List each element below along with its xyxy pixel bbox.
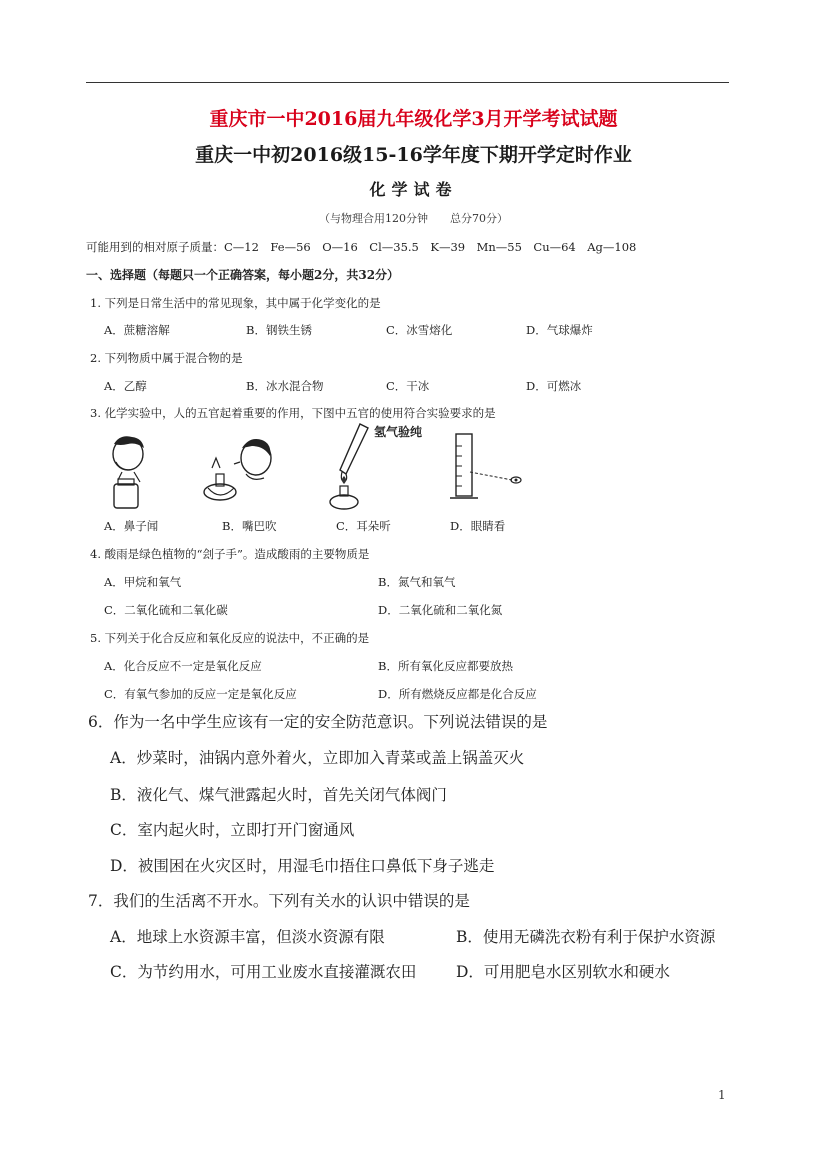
q3-option-b: B．嘴巴吹 bbox=[222, 519, 277, 533]
header-rule bbox=[86, 82, 729, 83]
q4-option-b: B．氮气和氧气 bbox=[378, 575, 456, 589]
q2-option-b: B．冰水混合物 bbox=[246, 379, 324, 393]
ear-listen-icon bbox=[320, 420, 380, 512]
atomic-masses: 可能用到的相对原子质量：C—12 Fe—56 O—16 Cl—35.5 K—39 Mn—55 Cu—64 Ag—108 bbox=[86, 240, 637, 254]
q5-option-b: B．所有氧化反应都要放热 bbox=[378, 659, 513, 673]
q1-option-b: B．钢铁生锈 bbox=[246, 323, 312, 337]
eye-read-icon bbox=[448, 432, 528, 504]
q3-option-c: C．耳朵听 bbox=[336, 519, 391, 533]
q2-option-c: C．干冰 bbox=[386, 379, 430, 393]
q3-stem: 3. 化学实验中，人的五官起着重要的作用，下图中五官的使用符合实验要求的是 bbox=[90, 406, 496, 420]
q1-option-d: D．气球爆炸 bbox=[526, 323, 593, 337]
mouth-blow-icon bbox=[200, 432, 280, 512]
q6-option-a: A．炒菜时，油锅内意外着火，立即加入青菜或盖上锅盖灭火 bbox=[110, 749, 525, 767]
nose-smell-icon bbox=[100, 432, 162, 512]
q7-option-c: C．为节约用水，可用工业废水直接灌溉农田 bbox=[110, 963, 417, 981]
q5-stem: 5. 下列关于化合反应和氧化反应的说法中，不正确的是 bbox=[90, 631, 370, 645]
q5-option-d: D．所有燃烧反应都是化合反应 bbox=[378, 687, 537, 701]
q1-option-a: A．蔗糖溶解 bbox=[104, 323, 170, 337]
q2-option-a: A．乙醇 bbox=[104, 379, 147, 393]
paper-title: 化学试卷 bbox=[369, 180, 458, 199]
q7-stem: 7．我们的生活离不开水。下列有关水的认识中错误的是 bbox=[88, 892, 470, 910]
section-heading: 一、选择题（每题只一个正确答案，每小题2分，共32分） bbox=[86, 268, 400, 282]
q6-option-b: B．液化气、煤气泄露起火时，首先关闭气体阀门 bbox=[110, 786, 447, 804]
q3-option-d: D．眼睛看 bbox=[450, 519, 506, 533]
q1-stem: 1. 下列是日常生活中的常见现象，其中属于化学变化的是 bbox=[90, 296, 381, 310]
exam-note: （与物理合用120分钟 总分70分） bbox=[319, 212, 508, 225]
page-number: 1 bbox=[718, 1088, 726, 1102]
q4-option-c: C．二氧化硫和二氧化碳 bbox=[104, 603, 228, 617]
q6-stem: 6．作为一名中学生应该有一定的安全防范意识。下列说法错误的是 bbox=[88, 713, 548, 731]
q7-option-d: D．可用肥皂水区别软水和硬水 bbox=[456, 963, 670, 981]
q5-option-c: C．有氧气参加的反应一定是氧化反应 bbox=[104, 687, 297, 701]
q6-option-d: D．被围困在火灾区时，用湿毛巾捂住口鼻低下身子逃走 bbox=[110, 857, 495, 875]
q3-option-a: A．鼻子闻 bbox=[104, 519, 159, 533]
q1-option-c: C．冰雪熔化 bbox=[386, 323, 453, 337]
q3-figure-label: 氢气验纯 bbox=[374, 425, 423, 439]
q2-stem: 2. 下列物质中属于混合物的是 bbox=[90, 351, 243, 365]
q6-option-c: C．室内起火时，立即打开门窗通风 bbox=[110, 821, 355, 839]
exam-title: 重庆一中初2016级15-16学年度下期开学定时作业 bbox=[195, 144, 632, 166]
red-title: 重庆市一中2016届九年级化学3月开学考试试题 bbox=[209, 108, 618, 130]
q5-option-a: A．化合反应不一定是氧化反应 bbox=[104, 659, 262, 673]
q2-option-d: D．可燃冰 bbox=[526, 379, 582, 393]
q7-option-a: A．地球上水资源丰富，但淡水资源有限 bbox=[110, 928, 385, 946]
q7-option-b: B．使用无磷洗衣粉有利于保护水资源 bbox=[456, 928, 716, 946]
q4-option-d: D．二氧化硫和二氧化氮 bbox=[378, 603, 503, 617]
q4-option-a: A．甲烷和氧气 bbox=[104, 575, 182, 589]
q4-stem: 4. 酸雨是绿色植物的“刽子手”。造成酸雨的主要物质是 bbox=[90, 547, 370, 561]
